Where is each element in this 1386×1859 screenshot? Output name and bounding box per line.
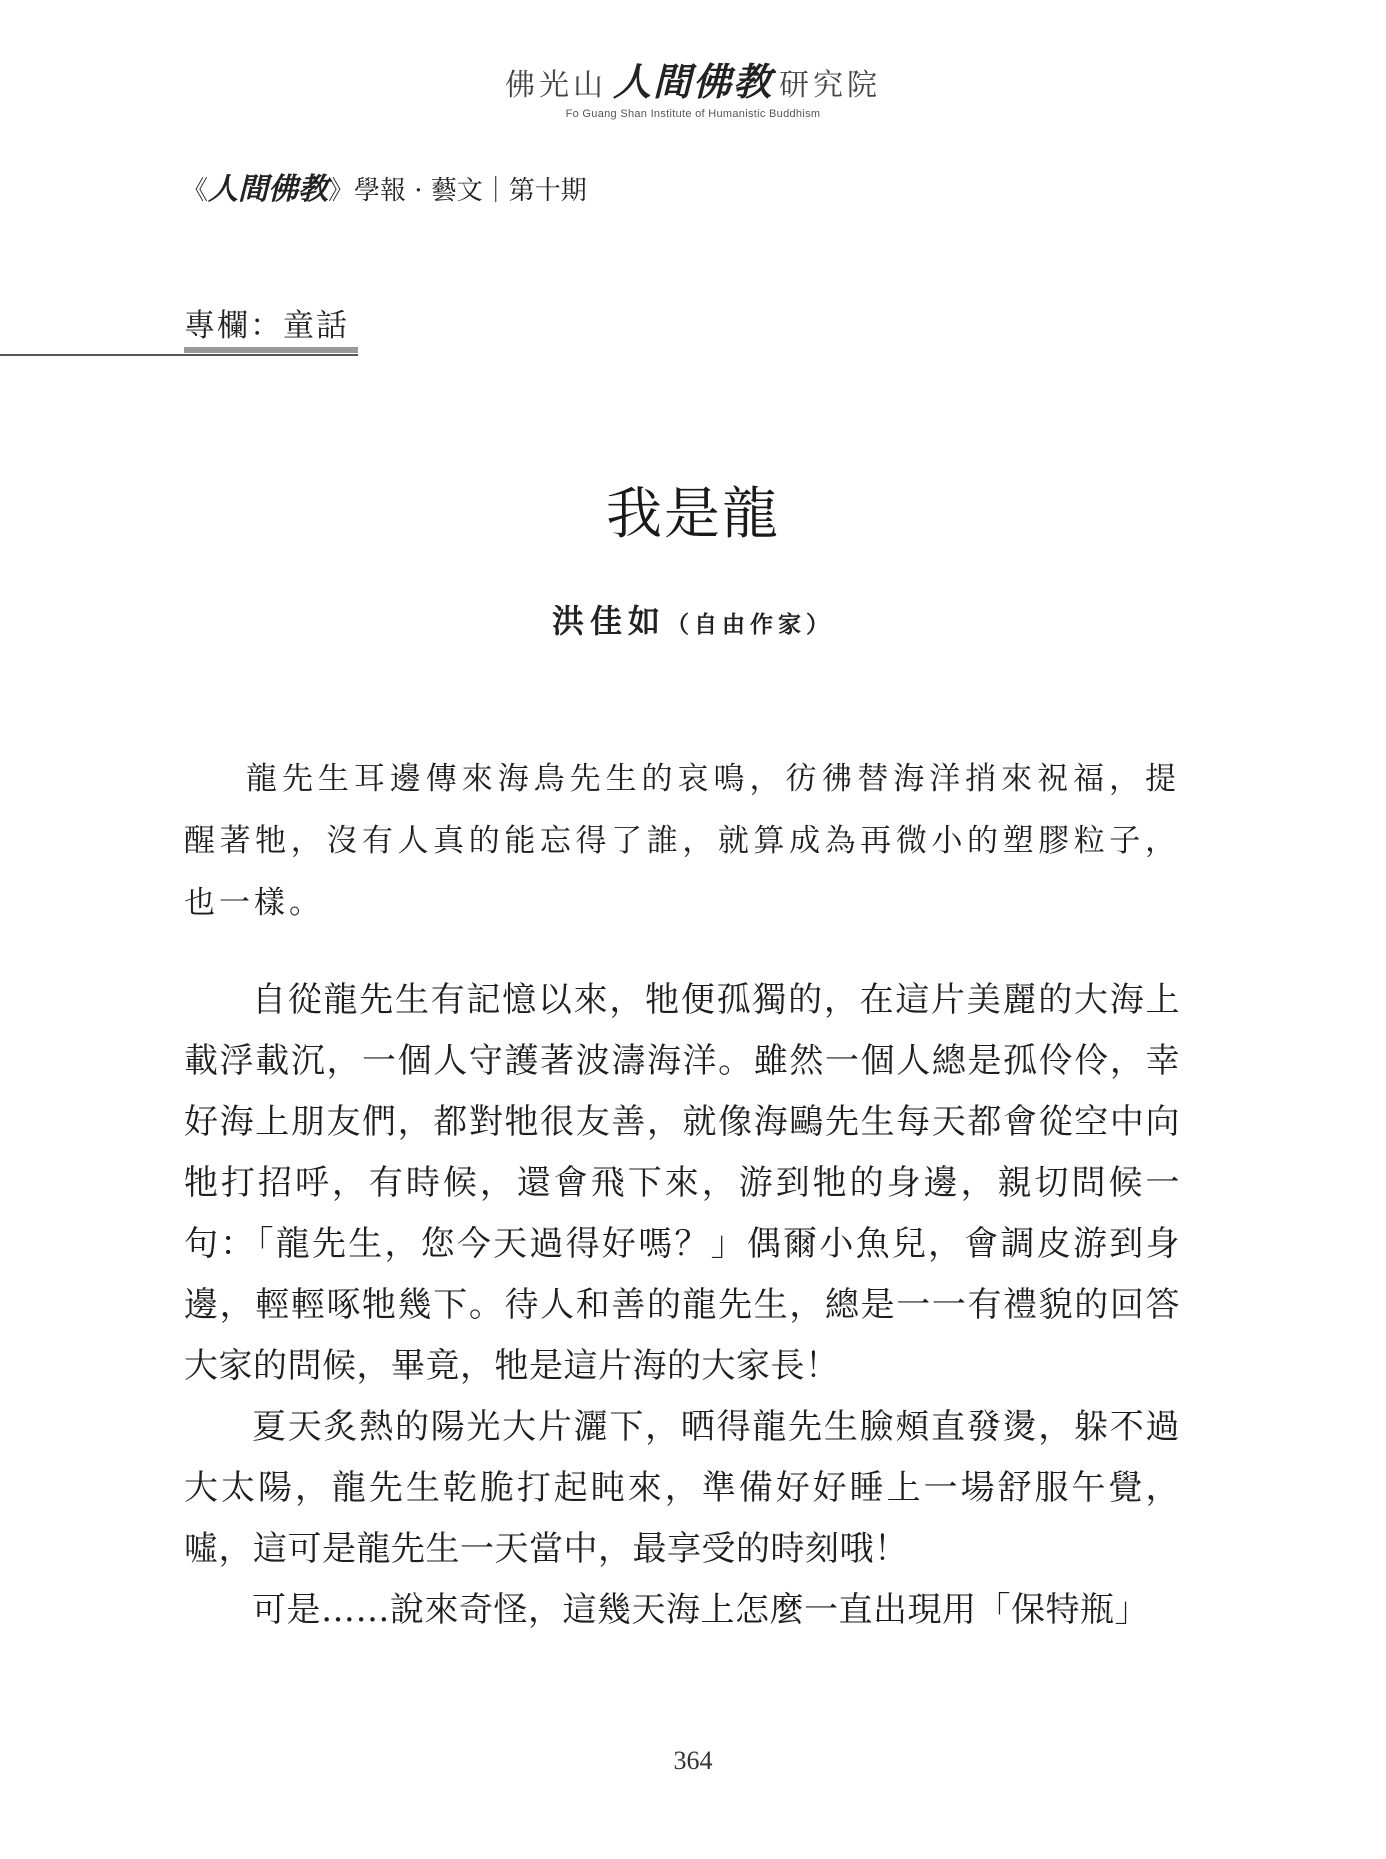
body-paragraph-3: 可是……說來奇怪，這幾天海上怎麼一直出現用「保特瓶」 xyxy=(252,1590,1149,1630)
institute-suffix: 研究院 xyxy=(779,68,881,103)
body-paragraph-1: 自從龍先生有記憶以來，牠便孤獨的，在這片美麗的大海上載浮載沉，一個人守護著波濤海洋。雖然一個人總是孤伶伶，幸好海上朋友們，都對牠很友善，就像海鷗先生每天都會從空中向牠打招呼，有時候，還會飛下來，游到牠的身邊，親切問候一句：「龍先生，您今天過得好嗎？」偶爾小魚兒，會調皮游到身邊，輕輕啄牠幾下。待人和善的龍先生，總是一一有禮貌的回答大家的問候，畢竟，牠是這片海的大家長！ xyxy=(184,980,1180,1386)
page-number: 364 xyxy=(673,1746,713,1775)
journal-running-head xyxy=(182,164,587,208)
body-paragraph-2: 夏天炙熱的陽光大片灑下，晒得龍先生臉頰直發燙，躲不過大太陽，龍先生乾脆打起盹來，準備好好睡上一場舒服午覺，噓，這可是龍先生一天當中，最享受的時刻哦！ xyxy=(184,1407,1180,1569)
journal-open-bracket: 《 xyxy=(182,176,209,206)
page-header xyxy=(0,62,1386,120)
column-label: 專欄：童話 xyxy=(184,308,349,344)
article-title: 我是龍 xyxy=(606,482,780,547)
journal-name-mark: 人間佛教 xyxy=(208,172,329,207)
author-affiliation: （自由作家） xyxy=(666,611,834,638)
author-line xyxy=(0,596,1386,642)
institute-prefix: 佛光山 xyxy=(504,68,607,103)
institute-logo-mark: 人間佛教 xyxy=(612,60,773,104)
author-name: 洪佳如 xyxy=(551,602,666,640)
main-section xyxy=(184,970,1180,1641)
institute-english-name: Fo Guang Shan Institute of Humanistic Buddhism xyxy=(565,108,821,120)
column-rule-divider xyxy=(0,354,358,356)
intro-section xyxy=(184,748,1180,934)
institute-name xyxy=(0,62,1386,106)
column-rule-underline xyxy=(184,347,358,353)
journal-issue-info: 》學報 · 藝文｜第十期 xyxy=(328,176,587,206)
intro-paragraph: 龍先生耳邊傳來海鳥先生的哀鳴，彷彿替海洋捎來祝福，提醒著牠，沒有人真的能忘得了誰，就算成為再微小的塑膠粒子，也一樣。 xyxy=(184,761,1180,921)
